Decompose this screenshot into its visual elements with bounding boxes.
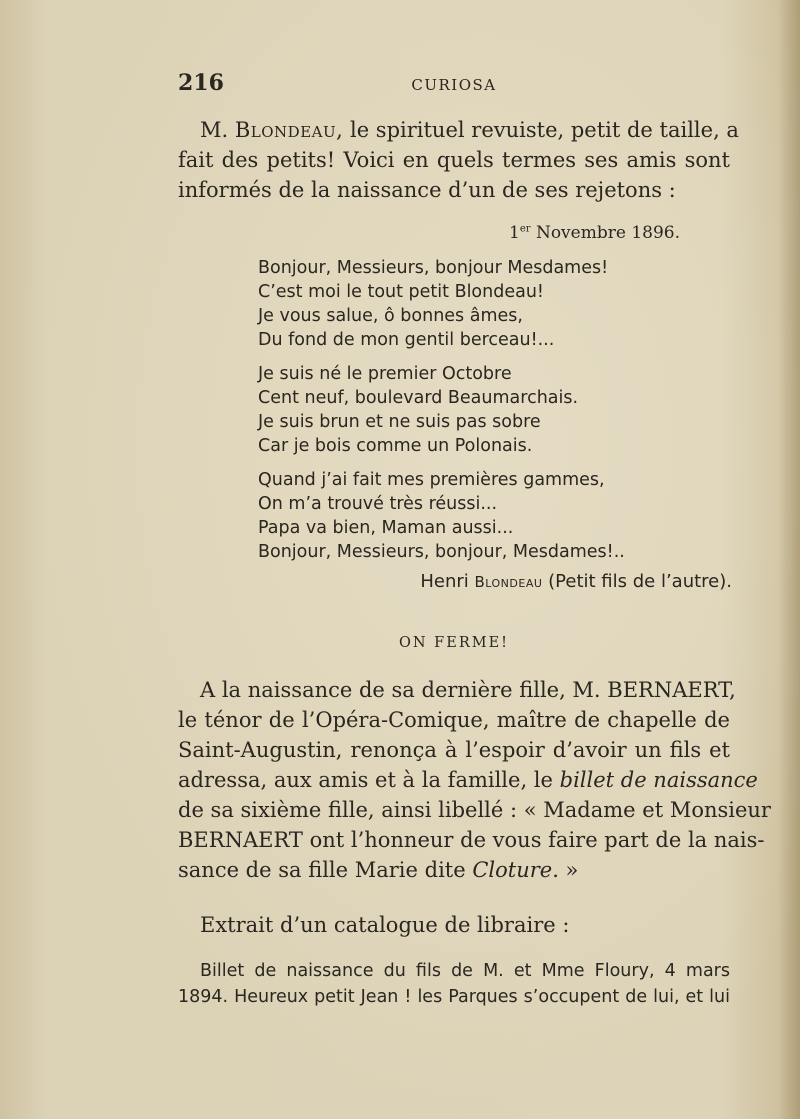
poem-line: Cent neuf, boulevard Beaumarchais. <box>258 388 579 408</box>
paragraph-line: informés de la naissance d’un de ses rejetons : <box>178 178 676 202</box>
paragraph-catalogue-intro <box>178 910 730 940</box>
text-run: . » <box>552 858 579 882</box>
poem-line: Du fond de mon gentil berceau!... <box>258 330 555 350</box>
page-spine-shadow <box>778 0 800 1119</box>
poem-line: Je vous salue, ô bonnes âmes, <box>258 306 523 326</box>
poem-line: Bonjour, Messieurs, bonjour, Mesdames!.. <box>258 542 625 562</box>
name-blondeau: Blondeau, <box>234 118 344 142</box>
paragraph-line: de sa sixième fille, ainsi libellé : « Madame et Monsieur <box>178 798 771 822</box>
poem-line: Quand j’ai fait mes premières gammes, <box>258 470 605 490</box>
poem-line: C’est moi le tout petit Blondeau! <box>258 282 544 302</box>
paragraph-line: BERNAERT ont l’honneur de vous faire part de la nais- <box>178 828 765 852</box>
signature-surname: Blondeau <box>474 573 543 591</box>
page-number: 216 <box>178 70 224 96</box>
poem-stanza-2 <box>258 362 578 458</box>
paragraph-line <box>178 855 730 885</box>
signature-first-name: Henri <box>420 571 475 592</box>
letter-date <box>509 223 680 243</box>
section-title: ON FERME! <box>398 635 509 651</box>
date-superscript: er <box>519 223 531 235</box>
signature-note: (Petit fils de l’autre). <box>542 571 732 592</box>
poem-stanza-1 <box>258 256 608 352</box>
paragraph-line <box>178 115 739 145</box>
paragraph-bernaert <box>178 675 771 885</box>
date-rest: Novembre 1896. <box>530 223 680 243</box>
running-title: CURIOSA <box>411 76 497 94</box>
paragraph-line: Saint-Augustin, renonça à l’espoir d’avoir un fils et <box>178 738 730 762</box>
poem-line: Je suis brun et ne suis pas sobre <box>258 412 541 432</box>
poem-line: Papa va bien, Maman aussi... <box>258 518 514 538</box>
italic-billet-de-naissance: billet de naissance <box>559 768 758 792</box>
poem-line: Je suis né le premier Octobre <box>258 364 512 384</box>
paragraph-line: Billet de naissance du fils de M. et Mme Floury, 4 mars <box>200 961 730 981</box>
paragraph-line <box>178 765 758 795</box>
paragraph-line: Extrait d’un catalogue de libraire : <box>200 913 570 937</box>
poem-line: Bonjour, Messieurs, bonjour Mesdames! <box>258 258 609 278</box>
running-header <box>178 70 730 100</box>
poem-line: On m’a trouvé très réussi... <box>258 494 498 514</box>
poem-line: Car je bois comme un Polonais. <box>258 436 533 456</box>
paragraph-line: le ténor de l’Opéra-Comique, maître de chapelle de <box>178 708 730 732</box>
text-run: le spirituel revuiste, petit de taille, a <box>343 118 739 142</box>
text-run: sance de sa fille Marie dite <box>178 858 473 882</box>
letter-signature <box>420 571 732 592</box>
paragraph-line: A la naissance de sa dernière fille, M. BERNAERT, <box>200 678 736 702</box>
paragraph-line: fait des petits! Voici en quels termes ses amis sont <box>178 148 730 172</box>
text-run: M. <box>200 118 235 142</box>
text-run: adressa, aux amis et à la famille, le <box>178 768 560 792</box>
paragraph-catalogue-entry <box>178 958 730 1010</box>
italic-cloture: Cloture <box>472 858 553 882</box>
paragraph-line: 1894. Heureux petit Jean ! les Parques s’occupent de lui, et lui <box>178 987 730 1007</box>
poem-stanza-3 <box>258 468 625 564</box>
date-day: 1 <box>509 223 520 243</box>
paragraph-blondeau-intro <box>178 115 739 205</box>
